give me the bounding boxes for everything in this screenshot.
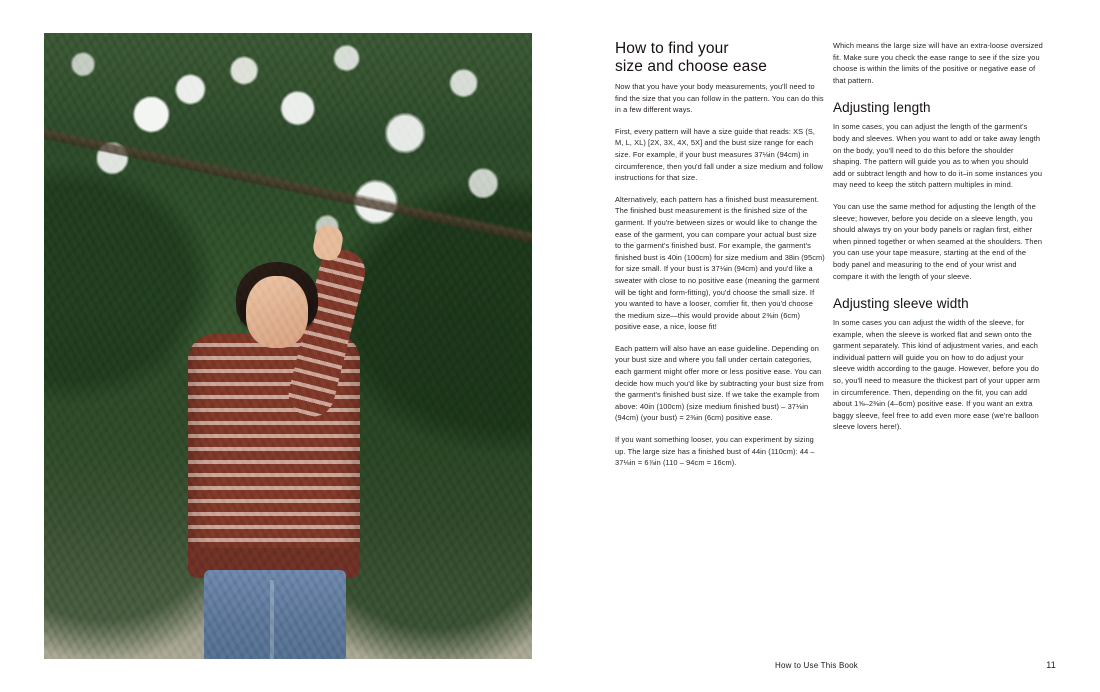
tree-branch — [44, 123, 532, 243]
garden-photograph — [44, 33, 532, 659]
raised-arm — [284, 245, 370, 421]
model-figure — [164, 248, 414, 659]
page-number: 11 — [1046, 660, 1056, 670]
paragraph: In some cases you can adjust the width of the sleeve, for example, when the sleeve is worked flat and sewn onto the garment separately. This kind of adjustment varies, and each individual pattern will guide you on how to do adjust your sleeve width according to the gauge. However, before you do so, you'll need to measure the thickest part of your upper arm in circumference. Then, depending on the fit, you can add about 1⅝–2⅜in (4–6cm) positive ease. If you want an extra baggy sleeve, feel free to add even more ease (we're balloon sleeve lovers here!). — [833, 318, 1040, 432]
section-heading-adjusting-sleeve-width: Adjusting sleeve width — [833, 296, 969, 312]
hair — [236, 262, 318, 334]
page-title — [615, 40, 825, 75]
paragraph: In some cases, you can adjust the length of the garment's body and sleeves. When you want to add or take away length on the body, you'll need to do this before the shoulder shaping. The pattern will guide you as to when you should add or subtract length and how to do it–in some instances you may need to keep the stitch pattern multiples in mind. — [833, 122, 1043, 190]
hand — [311, 224, 344, 262]
section-heading-adjusting-length: Adjusting length — [833, 100, 931, 116]
jeans — [204, 570, 346, 659]
page-title-line-1: How to find your — [615, 40, 729, 57]
paragraph: Each pattern will also have an ease guideline. Depending on your bust size and where you fall under certain categories, each garment might offer more or less positive ease. You can decide how much you'd like by subtracting your bust size from the garment's finished bust size. If we take the example from above: 40in (100cm) (size medium finished bust) – 37⅛in (94cm) (your bust) = 2⅜in (6cm) positive ease. — [615, 343, 824, 423]
face — [246, 276, 308, 348]
text-column-left — [615, 40, 825, 469]
paragraph: Now that you have your body measurements, you'll need to find the size that you can follow in the pattern. You can do this in a few different ways. — [615, 82, 824, 115]
page-footer — [615, 660, 1056, 670]
paragraph: You can use the same method for adjusting the length of the sleeve; however, before you decide on a sleeve length, you should always try on your body panels or raglan first, either when pinned together or when seamed at the shoulders. Then you can use your tape measure, starting at the end of the body panel and measuring to the end of your wrist and compare it with the length of your sleeve. — [833, 201, 1043, 281]
sweater-hem — [188, 548, 360, 578]
page-title-line-2: size and choose ease — [615, 57, 767, 75]
paragraph: First, every pattern will have a size guide that reads: XS (S, M, L, XL) [2X, 3X, 4X, 5X] and the bust size range for each size. For example, if your bust measures 37⅛in (94cm) in circumference, then you'd fall under a size medium and follow instructions for that size. — [615, 126, 823, 183]
paragraph: Alternatively, each pattern has a finished bust measurement. The finished bust measurement is the finished size of the garment. If you're between sizes or would like to change the ease of the garment, you can compare your actual bust size to the garment's finished bust. For example, the garment's finished bust is 40in (100cm) for size medium and 38in (95cm) for size small. If your bust is 37⅛in (94cm) and you'd like a sweater with close to no positive ease (meaning the garment will be tight and form-fitting), you'd choose the small size. If you wanted to have a looser, comfier fit, then you'd choose the medium size—this would provide about 2⅜in (6cm) positive ease, a nice, loose fit! — [615, 194, 825, 332]
paragraph: Which means the large size will have an extra-loose oversized fit. Make sure you check the ease range to see if the size you choose is within the limits of the positive or negative ease of that pattern. — [833, 41, 1043, 85]
striped-sweater — [188, 334, 360, 574]
running-head: How to Use This Book — [775, 661, 858, 670]
paragraph: If you want something looser, you can experiment by sizing up. The large size has a finished bust of 44in (110cm): 44 – 37⅛in = 6⅞in (110 – 94cm = 16cm). — [615, 435, 815, 468]
photo-figure — [44, 33, 532, 659]
text-column-right — [833, 40, 1043, 433]
